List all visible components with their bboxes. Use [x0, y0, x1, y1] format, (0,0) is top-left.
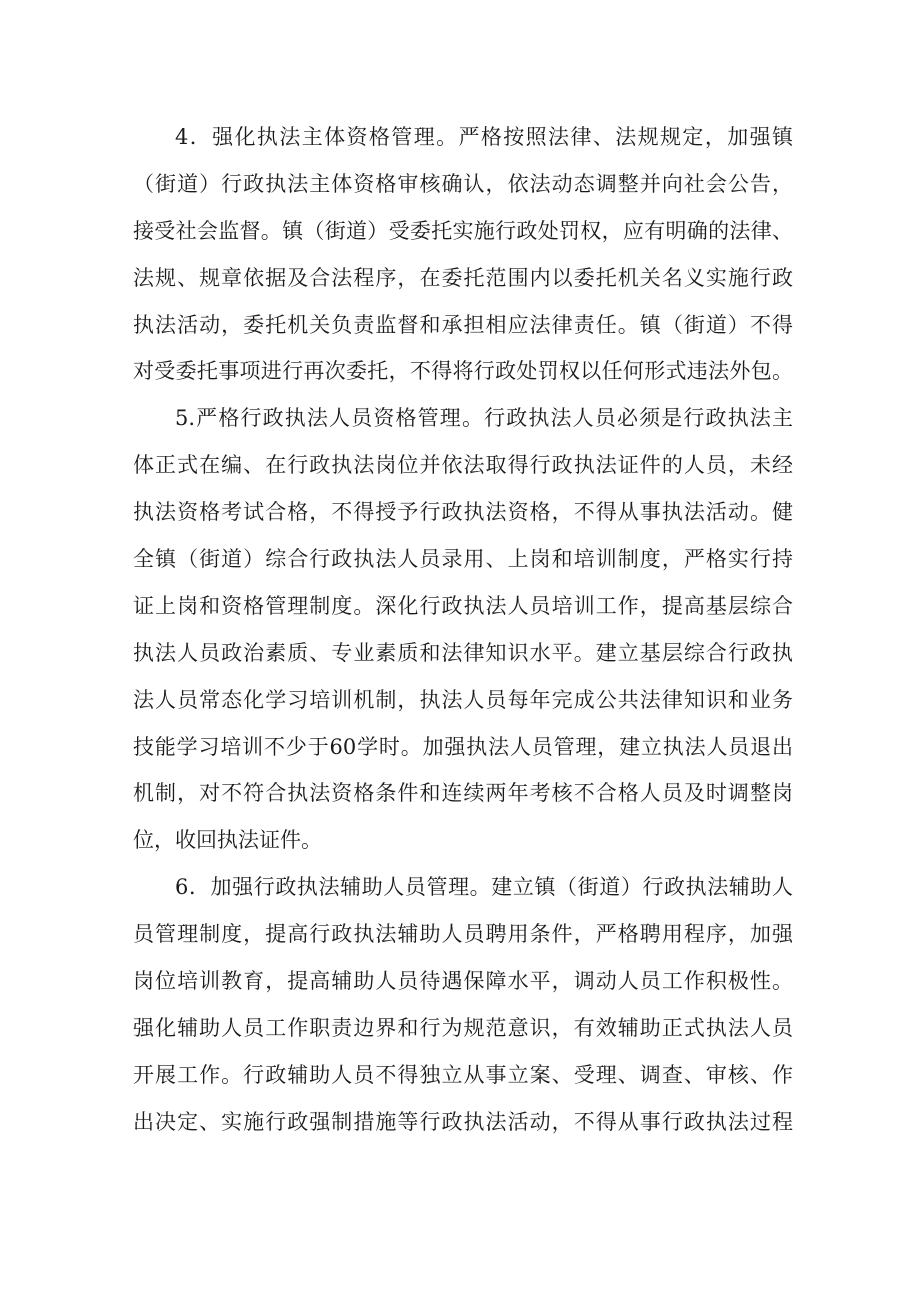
text-line: 体正式在编、在行政执法岗位并依法取得行政执法证件的人员，未经 [133, 453, 793, 478]
text-line: 法规、规章依据及合法程序，在委托范围内以委托机关名义实施行政 [133, 265, 793, 290]
text-line: 开展工作。行政辅助人员不得独立从事立案、受理、调查、审核、作 [133, 1062, 793, 1087]
text-line: 对受委托事项进行再次委托，不得将行政处罚权以任何形式违法外包。 [133, 359, 793, 384]
text-line: 全镇（街道）综合行政执法人员录用、上岗和培训制度，严格实行持 [133, 547, 793, 572]
text-line: 位，收回执法证件。 [133, 828, 322, 853]
text-line: 员管理制度，提高行政执法辅助人员聘用条件，严格聘用程序，加强 [133, 922, 793, 947]
text-line: 技能学习培训不少于60学时。加强执法人员管理，建立执法人员退出 [133, 734, 793, 759]
paragraph-item-6 [133, 864, 793, 1145]
text-line: 执法资格考试合格，不得授予行政执法资格，不得从事执法活动。健 [133, 500, 793, 525]
text-line: 执法活动，委托机关负责监督和承担相应法律责任。镇（街道）不得 [133, 312, 793, 337]
text-line: 6．加强行政执法辅助人员管理。建立镇（街道）行政执法辅助人 [175, 875, 793, 900]
paragraph-item-5 [133, 395, 793, 864]
paragraph-item-4 [133, 114, 793, 395]
text-line: （街道）行政执法主体资格审核确认，依法动态调整并向社会公告， [133, 171, 793, 196]
text-line: 执法人员政治素质、专业素质和法律知识水平。建立基层综合行政执 [133, 640, 793, 665]
text-line: 证上岗和资格管理制度。深化行政执法人员培训工作，提高基层综合 [133, 593, 793, 618]
text-line: 法人员常态化学习培训机制，执法人员每年完成公共法律知识和业务 [133, 687, 793, 712]
text-line: 5.严格行政执法人员资格管理。行政执法人员必须是行政执法主 [175, 406, 793, 431]
text-line: 接受社会监督。镇（街道）受委托实施行政处罚权，应有明确的法律、 [133, 218, 793, 243]
text-line: 出决定、实施行政强制措施等行政执法活动，不得从事行政执法过程 [133, 1109, 793, 1134]
text-line: 岗位培训教育，提高辅助人员待遇保障水平，调动人员工作积极性。 [133, 969, 793, 994]
text-line: 强化辅助人员工作职责边界和行为规范意识，有效辅助正式执法人员 [133, 1015, 793, 1040]
text-line: 机制，对不符合执法资格条件和连续两年考核不合格人员及时调整岗 [133, 781, 793, 806]
document-body [133, 114, 793, 1146]
text-line: 4．强化执法主体资格管理。严格按照法律、法规规定，加强镇 [175, 125, 793, 149]
